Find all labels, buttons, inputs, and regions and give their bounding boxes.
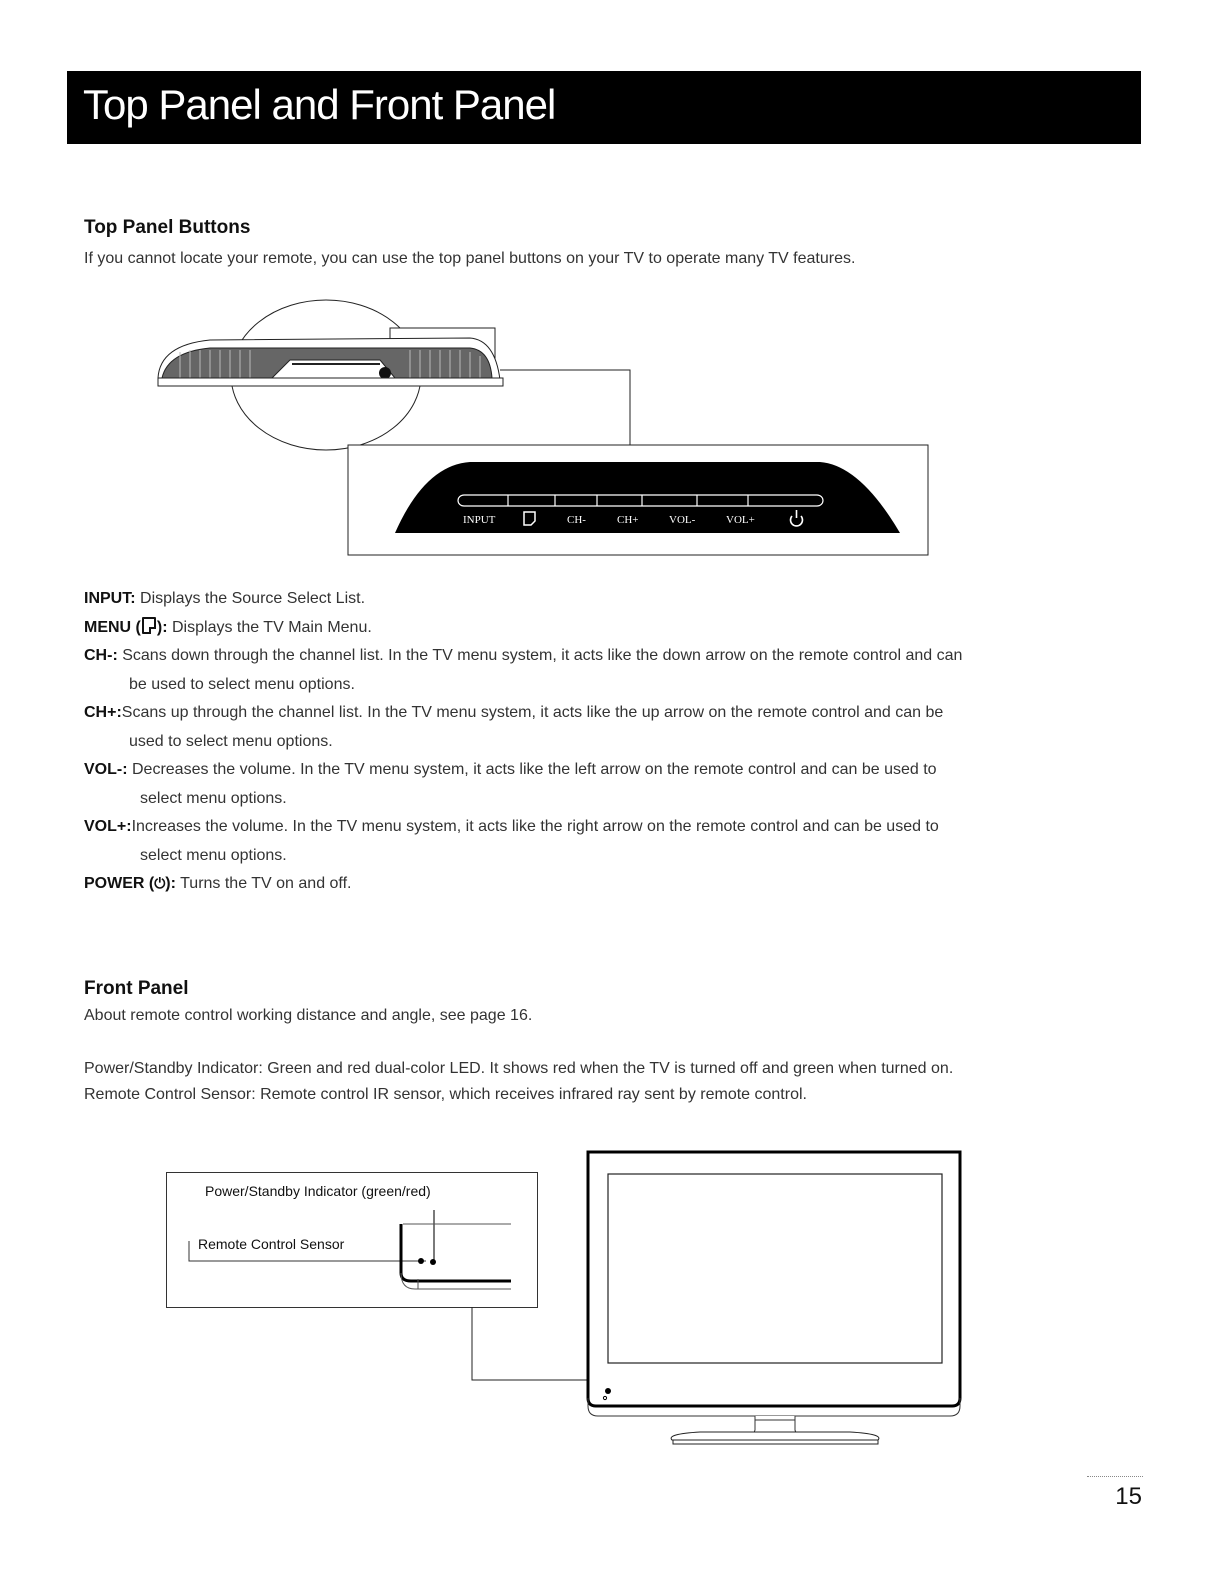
front-sensor-dot <box>605 1388 611 1394</box>
diagram-ch-minus-label: CH- <box>567 514 586 526</box>
definition-ch-minus: CH-: Scans down through the channel list. In the TV menu system, it acts like the down arrow on the remote control and can be used to select menu options. <box>84 647 963 693</box>
tv-top-view-diagram <box>140 290 940 565</box>
diagram-input-label: INPUT <box>463 514 496 526</box>
page-number: 15 <box>1115 1483 1142 1510</box>
definition-vol-minus: VOL-: Decreases the volume. In the TV menu system, it acts like the left arrow on the remote control and can be used to select menu options. <box>84 761 937 807</box>
button-definitions <box>84 585 1144 899</box>
front-panel-heading: Front Panel <box>84 978 189 999</box>
front-panel-intro: About remote control working distance and angle, see page 16. <box>84 1007 533 1024</box>
top-panel-intro: If you cannot locate your remote, you can use the top panel buttons on your TV to operate many TV features. <box>84 250 856 267</box>
diagram-vol-plus-label: VOL+ <box>726 514 755 526</box>
definition-power: POWER (⏻): Turns the TV on and off. <box>84 875 352 892</box>
menu-icon <box>142 617 156 634</box>
callout-indicator-label: Power/Standby Indicator (green/red) <box>205 1183 431 1199</box>
top-panel-heading: Top Panel Buttons <box>84 217 251 238</box>
indicator-description: Power/Standby Indicator: Green and red dual-color LED. It shows red when the TV is turned off and green when turned on. <box>84 1060 954 1077</box>
sensor-dot <box>418 1258 424 1264</box>
page-number-rule <box>1087 1476 1143 1477</box>
diagram-vol-minus-label: VOL- <box>669 514 696 526</box>
definition-input: INPUT: Displays the Source Select List. <box>84 590 366 607</box>
callout-sensor-label: Remote Control Sensor <box>198 1236 345 1252</box>
definition-ch-plus: CH+:Scans up through the channel list. In the TV menu system, it acts like the up arrow on the remote control and can be used to select menu options. <box>84 704 944 750</box>
page-title: Top Panel and Front Panel <box>83 81 556 128</box>
definition-menu: MENU ( ): Displays the TV Main Menu. <box>84 618 372 636</box>
indicator-led <box>430 1259 436 1265</box>
diagram-ch-plus-label: CH+ <box>617 514 639 526</box>
page-title-bar <box>67 71 1141 144</box>
tv-front-view-diagram <box>460 1130 980 1450</box>
power-icon: ⏻ <box>154 876 166 892</box>
sensor-description: Remote Control Sensor: Remote control IR sensor, which receives infrared ray sent by remote control. <box>84 1086 807 1103</box>
definition-vol-plus: VOL+:Increases the volume. In the TV menu system, it acts like the right arrow on the remote control and can be used to select menu options. <box>84 818 939 864</box>
